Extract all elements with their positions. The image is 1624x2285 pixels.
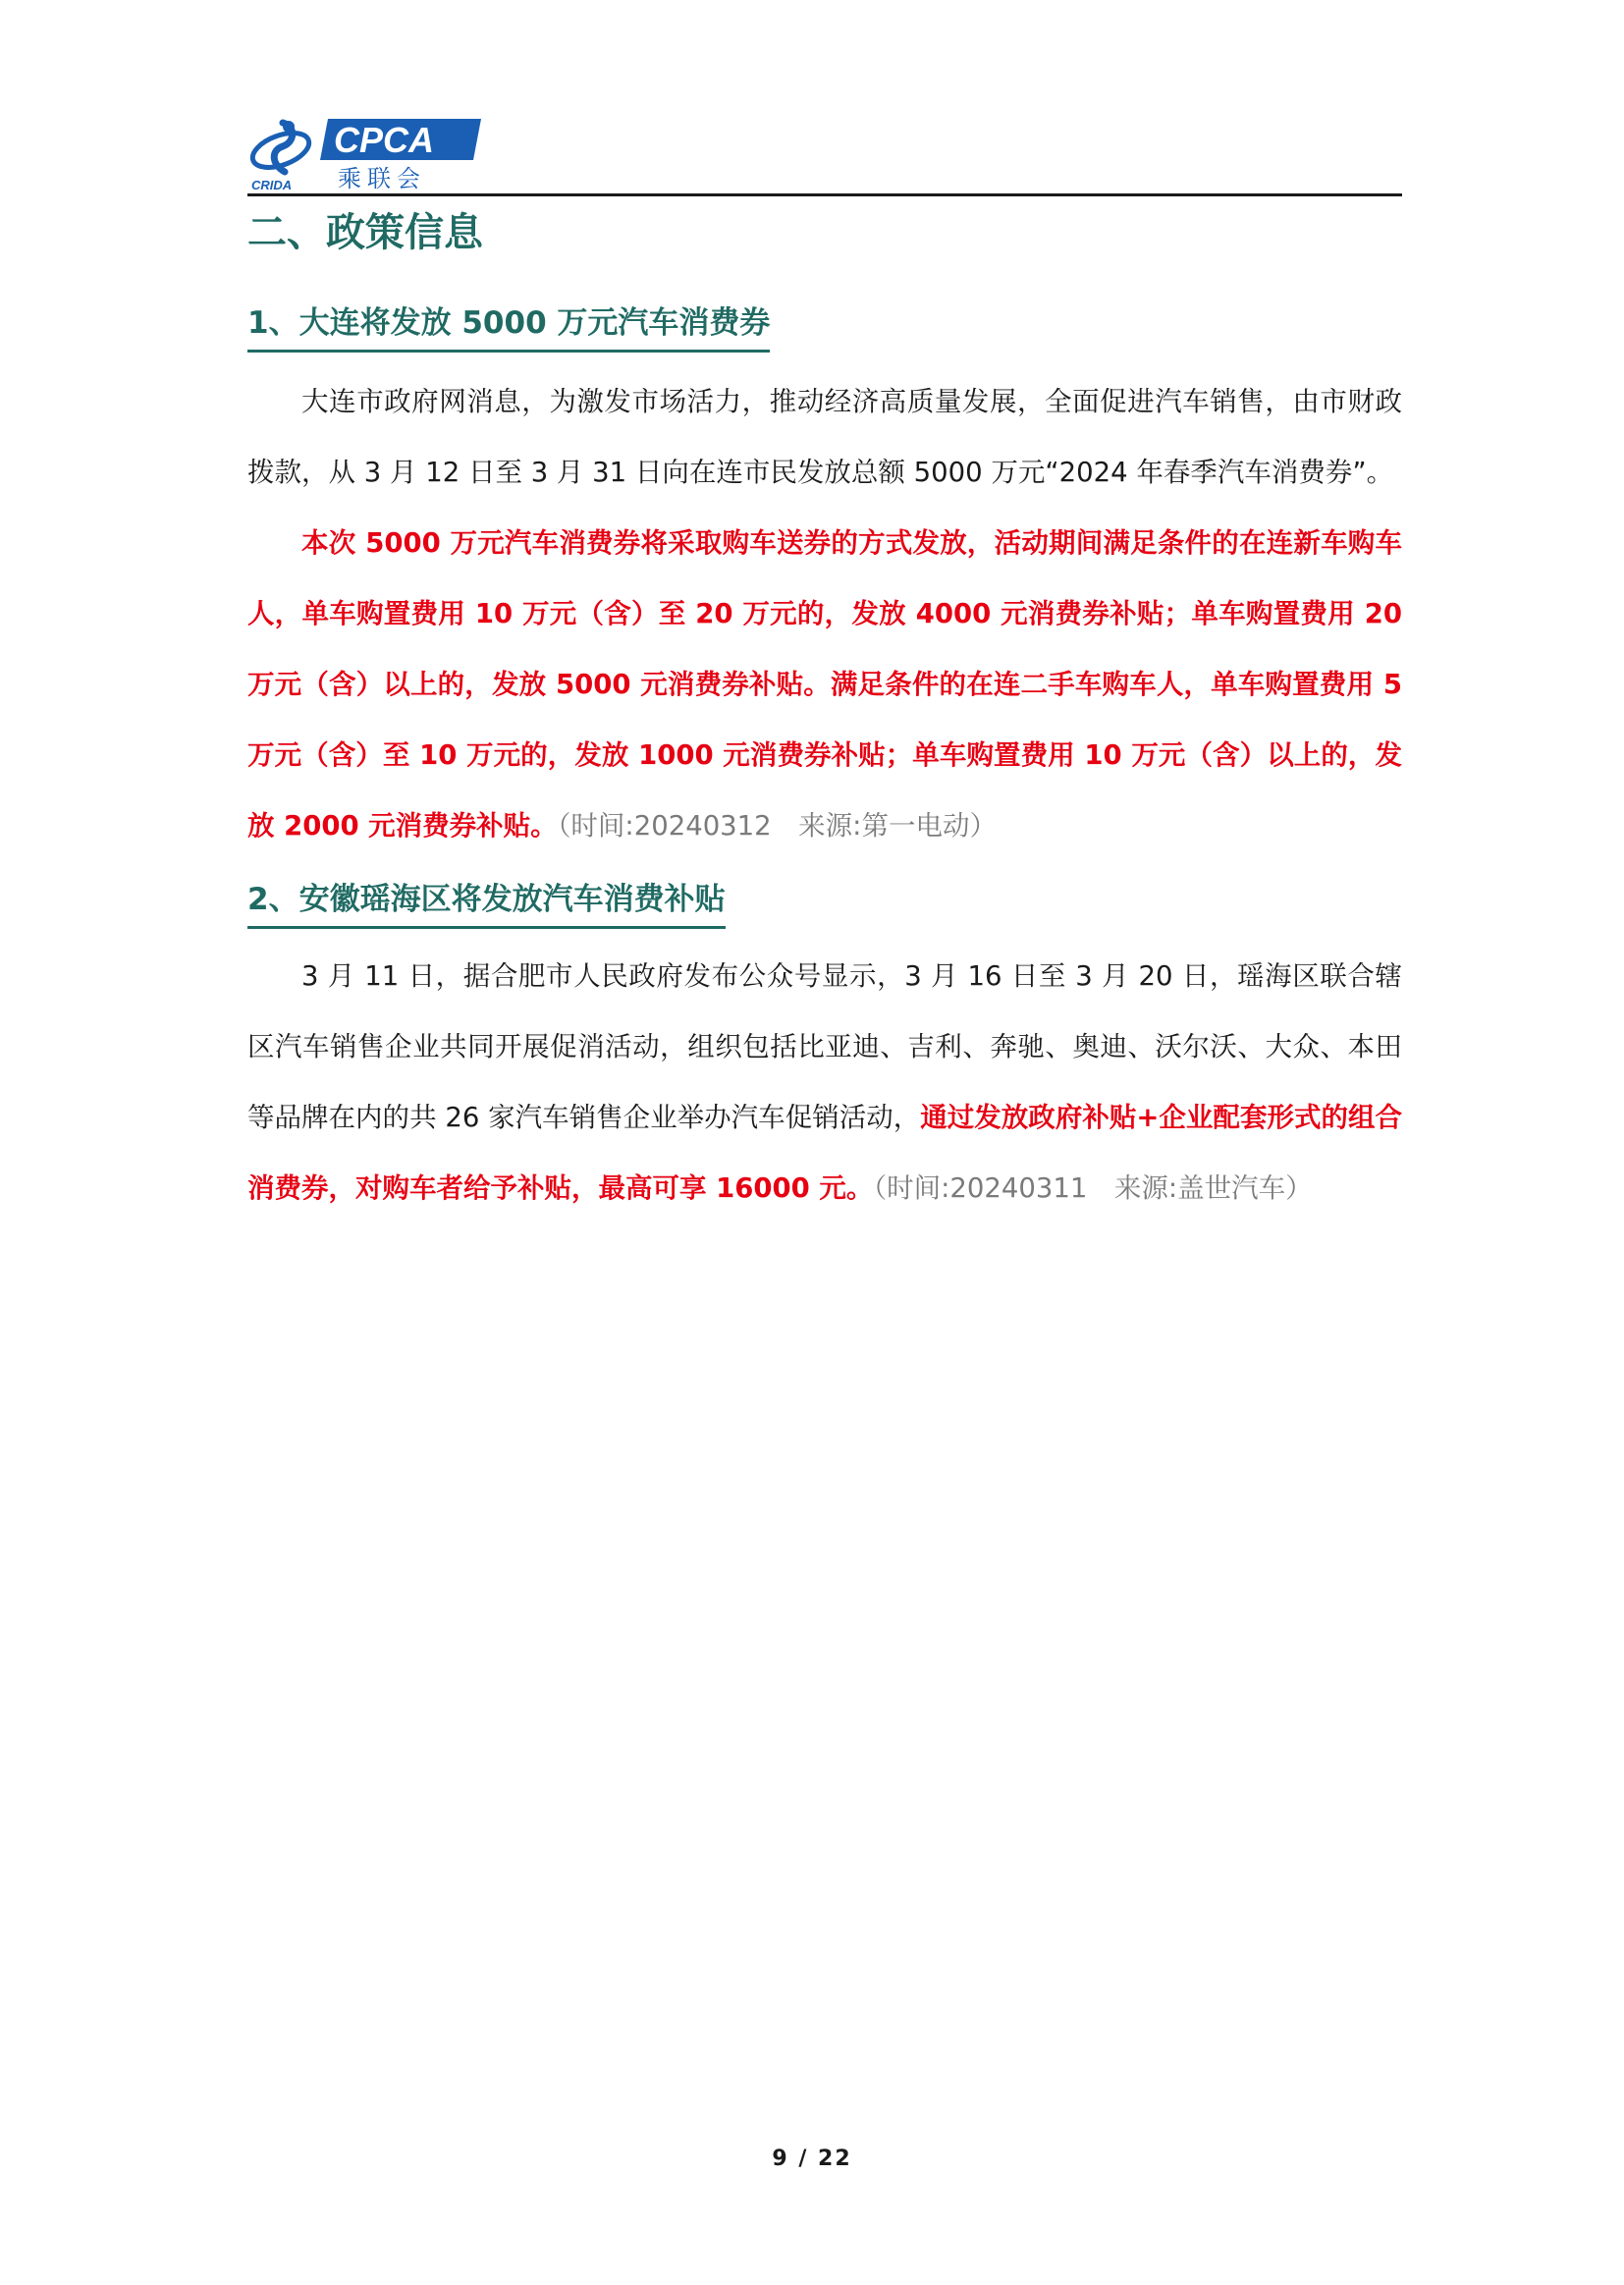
page-number: 9 / 22 [772,2147,852,2171]
item-2-paragraph [247,941,1402,1224]
page-header [247,113,1402,196]
svg-text:CRIDA: CRIDA [251,178,293,192]
item-1-paragraph-1: 大连市政府网消息，为激发市场活力，推动经济高质量发展，全面促进汽车销售，由市财政拨款，从 3 月 12 日至 3 月 31 日向在连市民发放总额 5000 万元“2024 年春季汽车消费券”。 [247,386,1402,488]
item-2-source: （时间:20240311 来源:盖世汽车） [873,1172,1313,1204]
item-1-highlight-text: 本次 5000 万元汽车消费券将采取购车送券的方式发放，活动期间满足条件的在连新车购车人，单车购置费用 10 万元（含）至 20 万元的，发放 4000 元消费券补贴；单车购置费用 20 万元（含）以上的，发放 5000 元消费券补贴。满足条件的在连二手车购车人，单车购置费用 5 万元（含）至 10 万元的，发放 1000 元消费券补贴；单车购置费用 10 万元（含）以上的，发放 2000 元消费券补贴。 [247,527,1402,842]
item-2-plain-text: 3 月 11 日，据合肥市人民政府发布公众号显示，3 月 16 日至 3 月 20 日，瑶海区联合辖区汽车销售企业共同开展促消活动，组织包括比亚迪、吉利、奔驰、奥迪、沃尔沃、大众、本田等品牌在内的共 26 家汽车销售企业举办汽车促销活动， [247,960,1402,1133]
cpca-logo [247,113,483,193]
item-1-paragraph-2 [247,508,1402,861]
item-1-source: （时间:20240312 来源:第一电动） [557,810,997,842]
section-title: 二、政策信息 [247,210,483,255]
cpca-logo-icon [247,113,483,193]
svg-text:乘联会: 乘联会 [338,165,426,192]
item-2-title: 2、安徽瑶海区将发放汽车消费补贴 [247,875,726,929]
item-2-highlight-text: 通过发放政府补贴+企业配套形式的组合消费券，对购车者给予补贴，最高可享 16000 元。 [247,1102,1402,1204]
svg-text:CPCA: CPCA [334,120,435,160]
header-divider [247,193,1402,196]
item-1-title: 1、大连将发放 5000 万元汽车消费券 [247,299,770,353]
